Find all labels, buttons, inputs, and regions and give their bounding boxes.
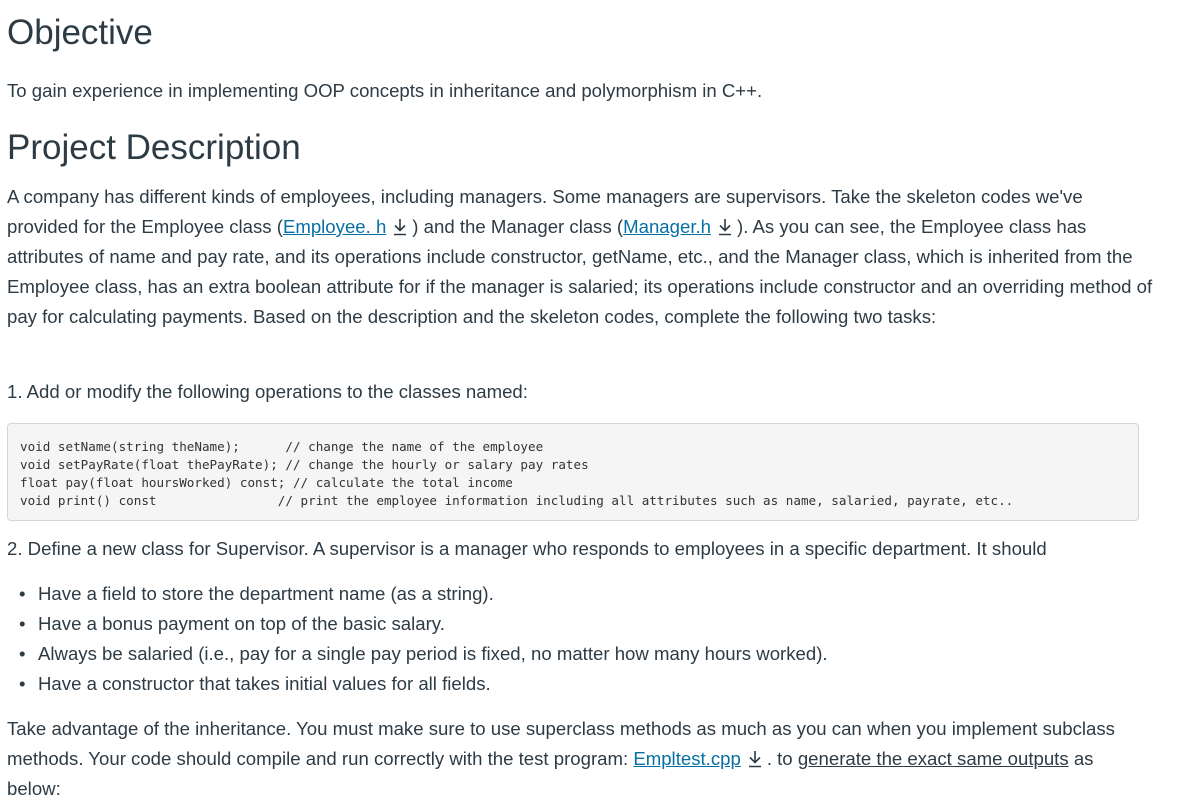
description-text-2: ) and the Manager class ( — [412, 216, 624, 237]
manager-h-link[interactable]: Manager.h — [623, 216, 712, 237]
task-1-text: 1. Add or modify the following operations to the classes named: — [7, 381, 528, 402]
download-icon[interactable] — [747, 750, 763, 768]
list-item: • Have a bonus payment on top of the basic salary. — [38, 609, 828, 639]
empltest-cpp-link[interactable]: Empltest.cpp — [633, 748, 741, 769]
download-icon[interactable] — [717, 218, 733, 236]
list-item: • Have a field to store the department name (as a string). — [38, 579, 828, 609]
list-item: • Have a constructor that takes initial values for all fields. — [38, 669, 828, 699]
project-description-paragraph — [7, 182, 1157, 332]
code-block — [7, 423, 1139, 521]
objective-heading: Objective — [7, 13, 153, 52]
supervisor-requirements-list — [7, 579, 828, 699]
closing-paragraph — [7, 714, 1127, 804]
code-line: void print() const // print the employee information including all attributes such as name, salaried, payrate, etc.. — [20, 493, 1014, 508]
download-icon[interactable] — [392, 218, 408, 236]
description-text-1: A company has different kinds of employees, including managers. Some managers are supervisors. Take the skeleton codes we've provided for the Employee class ( — [7, 186, 1083, 237]
project-description-heading: Project Description — [7, 128, 301, 167]
closing-text-2: . to — [766, 748, 798, 769]
description-text-3: ). As you can see, the Employee class has attributes of name and pay rate, and its operations include constructor, getName, etc., and the Manager class, which is inherited from the Employee class, has an extra boolean attribute for if the manager is salaried; its operations include constructor and an overriding method of pay for calculating payments. Based on the description and the skeleton codes, complete the following two tasks: — [7, 216, 1153, 327]
code-line: float pay(float hoursWorked) const; // calculate the total income — [20, 475, 513, 490]
closing-text-1: Take advantage of the inheritance. You must make sure to use superclass methods as much as you can when you implement subclass methods. Your code should compile and run correctly with the test program: — [7, 718, 1115, 769]
task-2-text: 2. Define a new class for Supervisor. A supervisor is a manager who responds to employees in a specific department. It should — [7, 538, 1047, 559]
employee-h-link[interactable]: Employee. h — [282, 216, 387, 237]
objective-text: To gain experience in implementing OOP concepts in inheritance and polymorphism in C++. — [7, 80, 763, 101]
closing-text-3: as below: — [7, 748, 1094, 799]
exact-outputs-underlined-text: generate the exact same outputs — [797, 748, 1069, 769]
code-line: void setPayRate(float thePayRate); // change the hourly or salary pay rates — [20, 457, 589, 472]
code-line: void setName(string theName); // change the name of the employee — [20, 439, 544, 454]
list-item: • Always be salaried (i.e., pay for a single pay period is fixed, no matter how many hours worked). — [38, 639, 828, 669]
